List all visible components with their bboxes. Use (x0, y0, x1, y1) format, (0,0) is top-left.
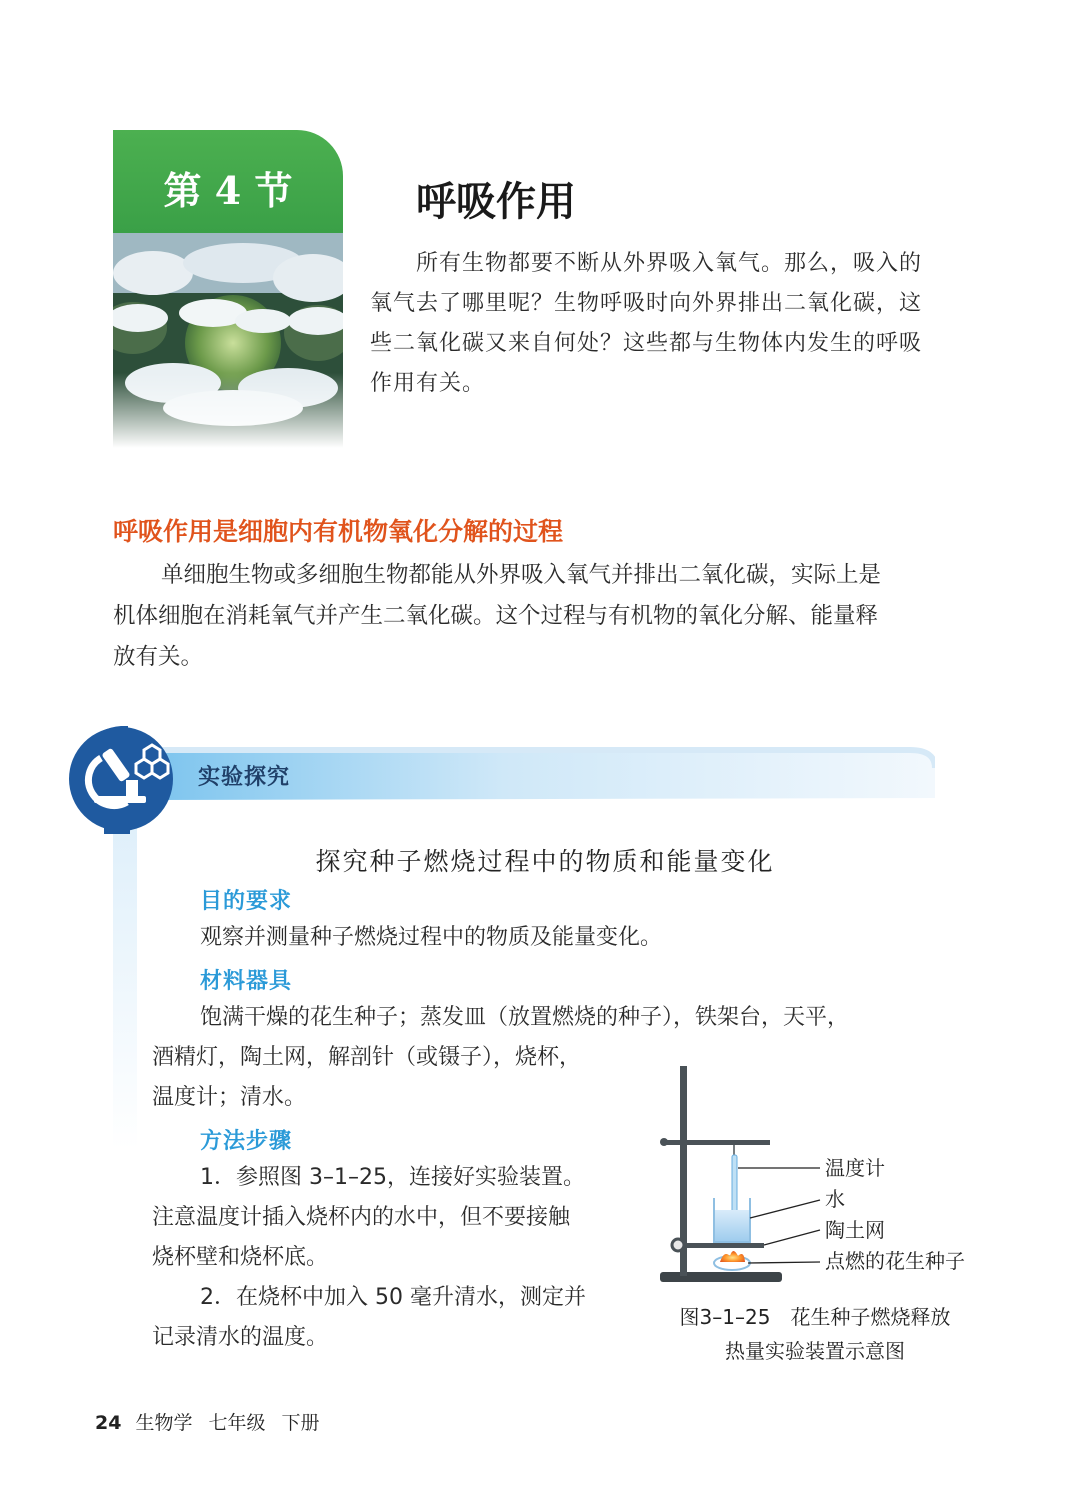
intro-line: 所有生物都要不断从外界吸入氧气。那么，吸入的 (416, 251, 923, 276)
intro-paragraph (370, 244, 940, 404)
experiment-banner-label: 实验探究 (198, 765, 291, 790)
label-burning-peanut: 点燃的花生种子 (825, 1249, 965, 1273)
materials-heading: 材料器具 (200, 969, 293, 994)
method-line: 烧杯壁和烧杯底。 (152, 1245, 329, 1270)
intro-line: 作用有关。 (370, 371, 486, 396)
experiment-title: 探究种子燃烧过程中的物质和能量变化 (315, 847, 775, 876)
paragraph-line: 单细胞生物或多细胞生物都能从外界吸入氧气并排出二氧化碳，实际上是 (161, 562, 882, 588)
book-title: 生物学 (135, 1412, 193, 1434)
label-water: 水 (825, 1187, 845, 1211)
grade-label: 七年级 (208, 1412, 266, 1434)
materials-line: 酒精灯，陶土网，解剖针（或镊子），烧杯， (152, 1045, 582, 1070)
caption-line: 图3–1–25 花生种子燃烧释放 (679, 1305, 951, 1329)
experiment-side-bar (113, 795, 137, 1150)
burning-seed (714, 1251, 750, 1270)
apparatus-figure (650, 1060, 990, 1300)
section-number-label: 第 4 节 (163, 168, 293, 213)
method-steps (152, 1158, 632, 1358)
materials-line: 饱满干燥的花生种子；蒸发皿（放置燃烧的种子），铁架台，天平， (200, 1005, 850, 1030)
purpose-text: 观察并测量种子燃烧过程中的物质及能量变化。 (200, 925, 663, 950)
page-number: 24 (95, 1412, 122, 1434)
method-heading: 方法步骤 (200, 1129, 293, 1154)
method-line: 2．在烧杯中加入 50 毫升清水，测定并 (200, 1285, 586, 1310)
subsection-paragraph (113, 555, 943, 678)
purpose-heading: 目的要求 (200, 889, 293, 914)
paragraph-line: 放有关。 (113, 644, 204, 670)
iron-stand (660, 1066, 782, 1282)
method-line: 注意温度计插入烧杯内的水中，但不要接触 (152, 1205, 571, 1230)
figure-caption (660, 1300, 970, 1368)
caption-line: 热量实验装置示意图 (725, 1339, 905, 1363)
method-line: 记录清水的温度。 (152, 1325, 329, 1350)
method-line: 1．参照图 3–1–25，连接好实验装置。 (200, 1165, 585, 1190)
page-footer (95, 1408, 320, 1435)
experiment-badge-icon (66, 722, 176, 836)
intro-line: 氧气去了哪里呢？生物呼吸时向外界排出二氧化碳，这 (370, 291, 923, 316)
volume-label: 下册 (281, 1412, 320, 1434)
label-clay-mesh: 陶土网 (825, 1218, 885, 1242)
subsection-heading: 呼吸作用是细胞内有机物氧化分解的过程 (113, 517, 564, 546)
section-title: 呼吸作用 (416, 179, 576, 225)
paragraph-line: 机体细胞在消耗氧气并产生二氧化碳。这个过程与有机物的氧化分解、能量释 (113, 603, 879, 629)
label-thermometer: 温度计 (825, 1156, 885, 1180)
intro-line: 些二氧化碳又来自何处？这些都与生物体内发生的呼吸 (370, 331, 923, 356)
cabbage-snow-photo (113, 233, 343, 448)
materials-line: 温度计；清水。 (152, 1085, 307, 1110)
